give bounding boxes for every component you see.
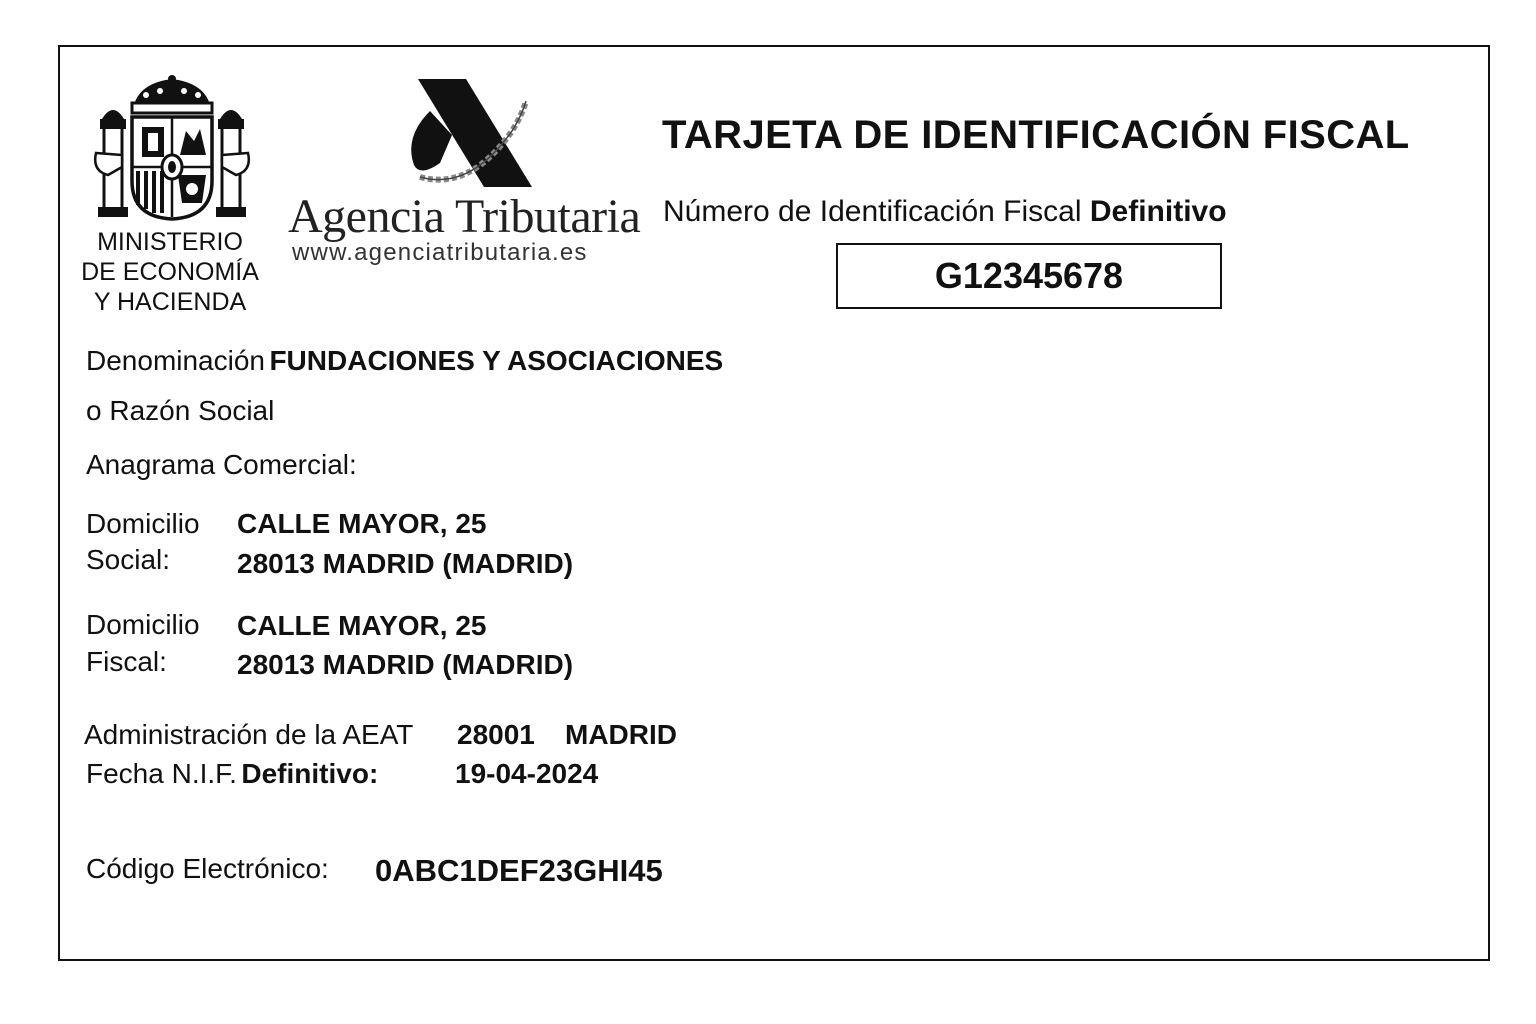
domicilio-fiscal-value-2: 28013 MADRID (MADRID) (237, 649, 574, 680)
domicilio-social-label-2: Social: (86, 544, 171, 575)
administracion-label: Administración de la AEAT (84, 719, 414, 750)
tax-id-card (58, 45, 1490, 961)
spain-coat-of-arms-icon (94, 75, 250, 223)
fecha-value: 19-04-2024 (455, 758, 599, 789)
agency-name: Agencia Tributaria (288, 190, 641, 243)
agency-url: www.agenciatributaria.es (292, 239, 588, 266)
nif-caption-text: Número de Identificación Fiscal (663, 195, 1082, 228)
nif-number: G12345678 (836, 243, 1222, 309)
fecha-row-label (86, 758, 378, 790)
domicilio-fiscal-label-1: Domicilio (86, 609, 200, 640)
nif-caption-bold: Definitivo (1089, 195, 1227, 228)
denominacion-value: FUNDACIONES Y ASOCIACIONES (269, 345, 724, 376)
administracion-city: MADRID (565, 719, 677, 750)
domicilio-social-value-2: 28013 MADRID (MADRID) (237, 548, 574, 579)
card-title: TARJETA DE IDENTIFICACIÓN FISCAL (662, 113, 1410, 157)
denominacion-row (86, 345, 723, 377)
ministry-line-3: Y HACIENDA (93, 288, 247, 316)
codigo-electronico-label: Código Electrónico: (86, 853, 329, 884)
razon-social-label: o Razón Social (86, 395, 275, 426)
ministry-name (70, 227, 270, 317)
domicilio-social-value-1: CALLE MAYOR, 25 (237, 508, 487, 539)
denominacion-label: Denominación (86, 345, 265, 376)
domicilio-social-label-1: Domicilio (86, 508, 200, 539)
anagrama-label: Anagrama Comercial: (86, 449, 357, 480)
domicilio-fiscal-label-2: Fiscal: (86, 646, 167, 677)
ministry-line-2: DE ECONOMÍA (81, 258, 259, 286)
administracion-code: 28001 (457, 719, 535, 750)
domicilio-fiscal-value-1: CALLE MAYOR, 25 (237, 610, 487, 641)
ministry-line-1: MINISTERIO (97, 228, 243, 256)
codigo-electronico-value: 0ABC1DEF23GHI45 (375, 853, 663, 888)
fecha-label-bold: Definitivo: (241, 758, 379, 789)
fecha-label: Fecha N.I.F. (86, 758, 237, 789)
agencia-tributaria-logo-icon (400, 73, 540, 191)
nif-caption (663, 195, 1227, 229)
